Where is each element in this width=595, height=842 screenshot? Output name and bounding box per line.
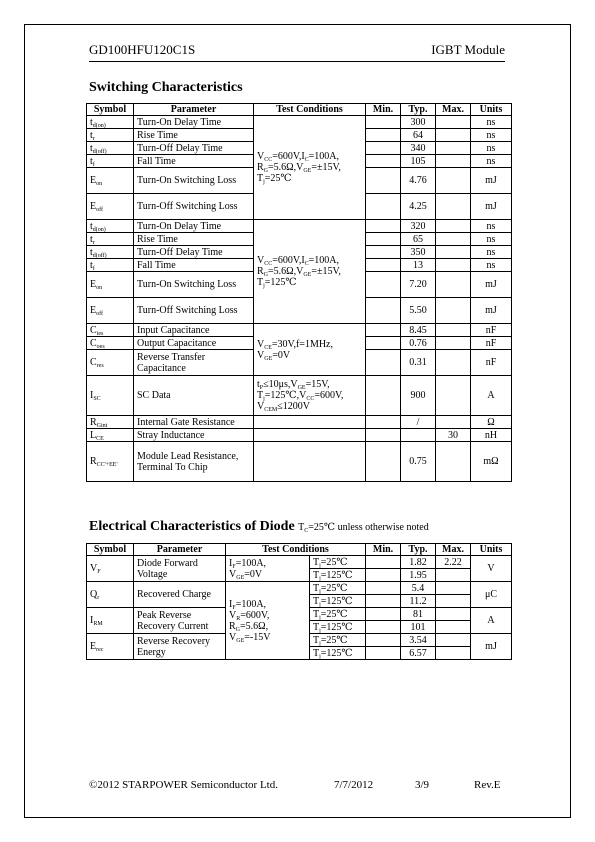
part-number: GD100HFU120C1S	[89, 42, 196, 57]
typ-cell: 0.76	[401, 337, 436, 350]
min-cell	[366, 556, 401, 569]
symbol-cell: $I_{SC}$	[87, 376, 134, 416]
table-row	[87, 324, 512, 337]
footer-date: 7/7/2012	[334, 779, 374, 791]
module-type: IGBT Module	[431, 42, 505, 57]
min-cell	[366, 350, 401, 376]
typ-cell: 0.75	[401, 442, 436, 482]
parameter-cell: Rise Time	[134, 129, 254, 142]
max-cell	[436, 220, 471, 233]
footer-revision: Rev.E	[474, 779, 501, 791]
symbol-cell: $t_r$	[87, 129, 134, 142]
typ-cell: 1.95	[401, 569, 436, 582]
column-header: Symbol	[87, 544, 134, 556]
unit-cell: V	[471, 556, 512, 582]
column-header: Typ.	[401, 544, 436, 556]
symbol-cell: $Q_r$	[87, 582, 134, 608]
min-cell	[366, 376, 401, 416]
typ-cell: 5.4	[401, 582, 436, 595]
max-cell	[436, 324, 471, 337]
unit-cell: ns	[471, 259, 512, 272]
symbol-cell: $E_{off}$	[87, 298, 134, 324]
parameter-cell: Recovered Charge	[134, 582, 226, 608]
parameter-cell: Turn-Off Delay Time	[134, 142, 254, 155]
min-cell	[366, 259, 401, 272]
unit-cell: nF	[471, 337, 512, 350]
symbol-cell: $t_r$	[87, 233, 134, 246]
max-cell	[436, 246, 471, 259]
max-cell: 30	[436, 429, 471, 442]
min-cell	[366, 194, 401, 220]
symbol-cell: $E_{on}$	[87, 168, 134, 194]
footer-copyright: ©2012 STARPOWER Semiconductor Ltd.	[89, 779, 278, 791]
min-cell	[366, 324, 401, 337]
symbol-cell: $C_{ies}$	[87, 324, 134, 337]
unit-cell: mJ	[471, 634, 512, 660]
parameter-cell: Fall Time	[134, 155, 254, 168]
parameter-cell: Diode Forward Voltage	[134, 556, 226, 582]
parameter-cell: Reverse Recovery Energy	[134, 634, 226, 660]
min-cell	[366, 168, 401, 194]
tj-cell: $T_j=125℃$	[310, 621, 366, 634]
unit-cell: mJ	[471, 168, 512, 194]
parameter-cell: Module Lead Resistance, Terminal To Chip	[134, 442, 254, 482]
unit-cell: A	[471, 608, 512, 634]
typ-cell: /	[401, 416, 436, 429]
column-header: Max.	[436, 544, 471, 556]
min-cell	[366, 647, 401, 660]
switching-header-row	[87, 104, 512, 116]
max-cell	[436, 569, 471, 582]
unit-cell: nF	[471, 324, 512, 337]
typ-cell: 101	[401, 621, 436, 634]
table-row	[87, 116, 512, 129]
test-conditions	[254, 442, 366, 482]
max-cell	[436, 647, 471, 660]
parameter-cell: Internal Gate Resistance	[134, 416, 254, 429]
unit-cell: ns	[471, 155, 512, 168]
typ-cell: 7.20	[401, 272, 436, 298]
column-header: Parameter	[134, 544, 226, 556]
typ-cell: 3.54	[401, 634, 436, 647]
parameter-cell: Turn-On Delay Time	[134, 220, 254, 233]
parameter-cell: Turn-Off Delay Time	[134, 246, 254, 259]
column-header: Units	[471, 544, 512, 556]
typ-cell: 13	[401, 259, 436, 272]
test-conditions	[254, 416, 366, 429]
column-header: Min.	[366, 544, 401, 556]
test-conditions	[254, 429, 366, 442]
switching-table	[86, 103, 512, 482]
typ-cell: 64	[401, 129, 436, 142]
min-cell	[366, 595, 401, 608]
table-row	[87, 582, 512, 595]
typ-cell: 4.76	[401, 168, 436, 194]
typ-cell: 320	[401, 220, 436, 233]
test-conditions: $I_F=100A$, $V_R=600V$, $R_G=5.6\Omega$, $V_{GE}=-15V$	[226, 582, 310, 660]
min-cell	[366, 569, 401, 582]
typ-cell: 4.25	[401, 194, 436, 220]
diode-title	[89, 519, 429, 535]
max-cell	[436, 621, 471, 634]
unit-cell: nF	[471, 350, 512, 376]
column-header: Units	[471, 104, 512, 116]
min-cell	[366, 416, 401, 429]
min-cell	[366, 155, 401, 168]
unit-cell: ns	[471, 116, 512, 129]
parameter-cell: Turn-Off Switching Loss	[134, 194, 254, 220]
symbol-cell: $t_{d(off)}$	[87, 246, 134, 259]
parameter-cell: Rise Time	[134, 233, 254, 246]
min-cell	[366, 220, 401, 233]
symbol-cell: $L_{CE}$	[87, 429, 134, 442]
unit-cell: mΩ	[471, 442, 512, 482]
unit-cell: mJ	[471, 272, 512, 298]
max-cell	[436, 233, 471, 246]
footer-page: 3/9	[415, 779, 430, 791]
max-cell	[436, 442, 471, 482]
typ-cell: 340	[401, 142, 436, 155]
symbol-cell: $t_f$	[87, 259, 134, 272]
column-header: Test Conditions	[226, 544, 366, 556]
symbol-cell: $V_F$	[87, 556, 134, 582]
test-conditions: $V_{CE}=30V,f=1MHz$, $V_{GE}=0V$	[254, 324, 366, 376]
diode-title-text: Electrical Characteristics of Diode	[89, 519, 295, 534]
symbol-cell: $C_{res}$	[87, 350, 134, 376]
min-cell	[366, 272, 401, 298]
unit-cell: ns	[471, 233, 512, 246]
max-cell	[436, 272, 471, 298]
symbol-cell: $E_{off}$	[87, 194, 134, 220]
symbol-cell: $R_{Gint}$	[87, 416, 134, 429]
max-cell	[436, 142, 471, 155]
parameter-cell: Output Capacitance	[134, 337, 254, 350]
typ-cell	[401, 429, 436, 442]
typ-cell: 5.50	[401, 298, 436, 324]
parameter-cell: Turn-On Delay Time	[134, 116, 254, 129]
max-cell	[436, 337, 471, 350]
typ-cell: 1.82	[401, 556, 436, 569]
max-cell	[436, 582, 471, 595]
symbol-cell: $t_{d(on)}$	[87, 220, 134, 233]
test-conditions: $V_{CC}=600V,I_C=100A$, $R_G=5.6\Omega,V_{GE}=\pm 15V$, $T_j=25℃$	[254, 116, 366, 220]
typ-cell: 8.45	[401, 324, 436, 337]
max-cell	[436, 634, 471, 647]
table-row	[87, 442, 512, 482]
typ-cell: 11.2	[401, 595, 436, 608]
symbol-cell: $t_f$	[87, 155, 134, 168]
min-cell	[366, 129, 401, 142]
unit-cell: μC	[471, 582, 512, 608]
symbol-cell: $E_{rec}$	[87, 634, 134, 660]
symbol-cell: $C_{oes}$	[87, 337, 134, 350]
typ-cell: 105	[401, 155, 436, 168]
max-cell	[436, 416, 471, 429]
parameter-cell: Turn-Off Switching Loss	[134, 298, 254, 324]
parameter-cell: Stray Inductance	[134, 429, 254, 442]
parameter-cell: Turn-On Switching Loss	[134, 272, 254, 298]
column-header: Symbol	[87, 104, 134, 116]
symbol-cell: $I_{RM}$	[87, 608, 134, 634]
unit-cell: ns	[471, 220, 512, 233]
table-row	[87, 220, 512, 233]
max-cell	[436, 116, 471, 129]
table-row	[87, 416, 512, 429]
min-cell	[366, 298, 401, 324]
diode-table	[86, 543, 512, 660]
column-header: Min.	[366, 104, 401, 116]
typ-cell: 81	[401, 608, 436, 621]
tj-cell: $T_j=25℃$	[310, 634, 366, 647]
min-cell	[366, 608, 401, 621]
max-cell	[436, 608, 471, 621]
min-cell	[366, 142, 401, 155]
column-header: Max.	[436, 104, 471, 116]
min-cell	[366, 634, 401, 647]
min-cell	[366, 582, 401, 595]
min-cell	[366, 246, 401, 259]
typ-cell: 900	[401, 376, 436, 416]
max-cell	[436, 194, 471, 220]
tj-cell: $T_j=25℃$	[310, 608, 366, 621]
switching-title: Switching Characteristics	[89, 80, 243, 95]
symbol-cell: $t_{d(off)}$	[87, 142, 134, 155]
parameter-cell: Input Capacitance	[134, 324, 254, 337]
unit-cell: mJ	[471, 298, 512, 324]
column-header: Typ.	[401, 104, 436, 116]
min-cell	[366, 337, 401, 350]
column-header: Test Conditions	[254, 104, 366, 116]
symbol-cell: $E_{on}$	[87, 272, 134, 298]
test-conditions: $t_P\le 10\mu s,V_{GE}=15V$, $T_j=125℃,V_{CC}=600V$, $V_{CEM}\le 1200V$	[254, 376, 366, 416]
max-cell	[436, 168, 471, 194]
min-cell	[366, 429, 401, 442]
tj-cell: $T_j=125℃$	[310, 595, 366, 608]
parameter-cell: Peak Reverse Recovery Current	[134, 608, 226, 634]
typ-cell: 350	[401, 246, 436, 259]
unit-cell: ns	[471, 246, 512, 259]
column-header: Parameter	[134, 104, 254, 116]
diode-note: $T_C=25℃$ unless otherwise noted	[298, 522, 429, 534]
test-conditions: $I_F=100A$, $V_{GE}=0V$	[226, 556, 310, 582]
typ-cell: 0.31	[401, 350, 436, 376]
unit-cell: nH	[471, 429, 512, 442]
unit-cell: Ω	[471, 416, 512, 429]
max-cell: 2.22	[436, 556, 471, 569]
max-cell	[436, 595, 471, 608]
tj-cell: $T_j=125℃$	[310, 647, 366, 660]
test-conditions: $V_{CC}=600V,I_C=100A$, $R_G=5.6\Omega,V_{GE}=\pm 15V$, $T_j=125℃$	[254, 220, 366, 324]
parameter-cell: SC Data	[134, 376, 254, 416]
diode-header-row	[87, 544, 512, 556]
parameter-cell: Reverse Transfer Capacitance	[134, 350, 254, 376]
unit-cell: mJ	[471, 194, 512, 220]
max-cell	[436, 155, 471, 168]
symbol-cell: $t_{d(on)}$	[87, 116, 134, 129]
min-cell	[366, 116, 401, 129]
max-cell	[436, 298, 471, 324]
tj-cell: $T_j=25℃$	[310, 582, 366, 595]
typ-cell: 6.57	[401, 647, 436, 660]
unit-cell: ns	[471, 129, 512, 142]
parameter-cell: Turn-On Switching Loss	[134, 168, 254, 194]
unit-cell: A	[471, 376, 512, 416]
max-cell	[436, 259, 471, 272]
max-cell	[436, 350, 471, 376]
max-cell	[436, 129, 471, 142]
unit-cell: ns	[471, 142, 512, 155]
tj-cell: $T_j=125℃$	[310, 569, 366, 582]
symbol-cell: $R_{CC'+EE'}$	[87, 442, 134, 482]
typ-cell: 65	[401, 233, 436, 246]
table-row	[87, 556, 512, 569]
tj-cell: $T_j=25℃$	[310, 556, 366, 569]
table-row	[87, 429, 512, 442]
typ-cell: 300	[401, 116, 436, 129]
max-cell	[436, 376, 471, 416]
page-header	[89, 42, 505, 62]
table-row	[87, 376, 512, 416]
min-cell	[366, 233, 401, 246]
min-cell	[366, 442, 401, 482]
min-cell	[366, 621, 401, 634]
parameter-cell: Fall Time	[134, 259, 254, 272]
